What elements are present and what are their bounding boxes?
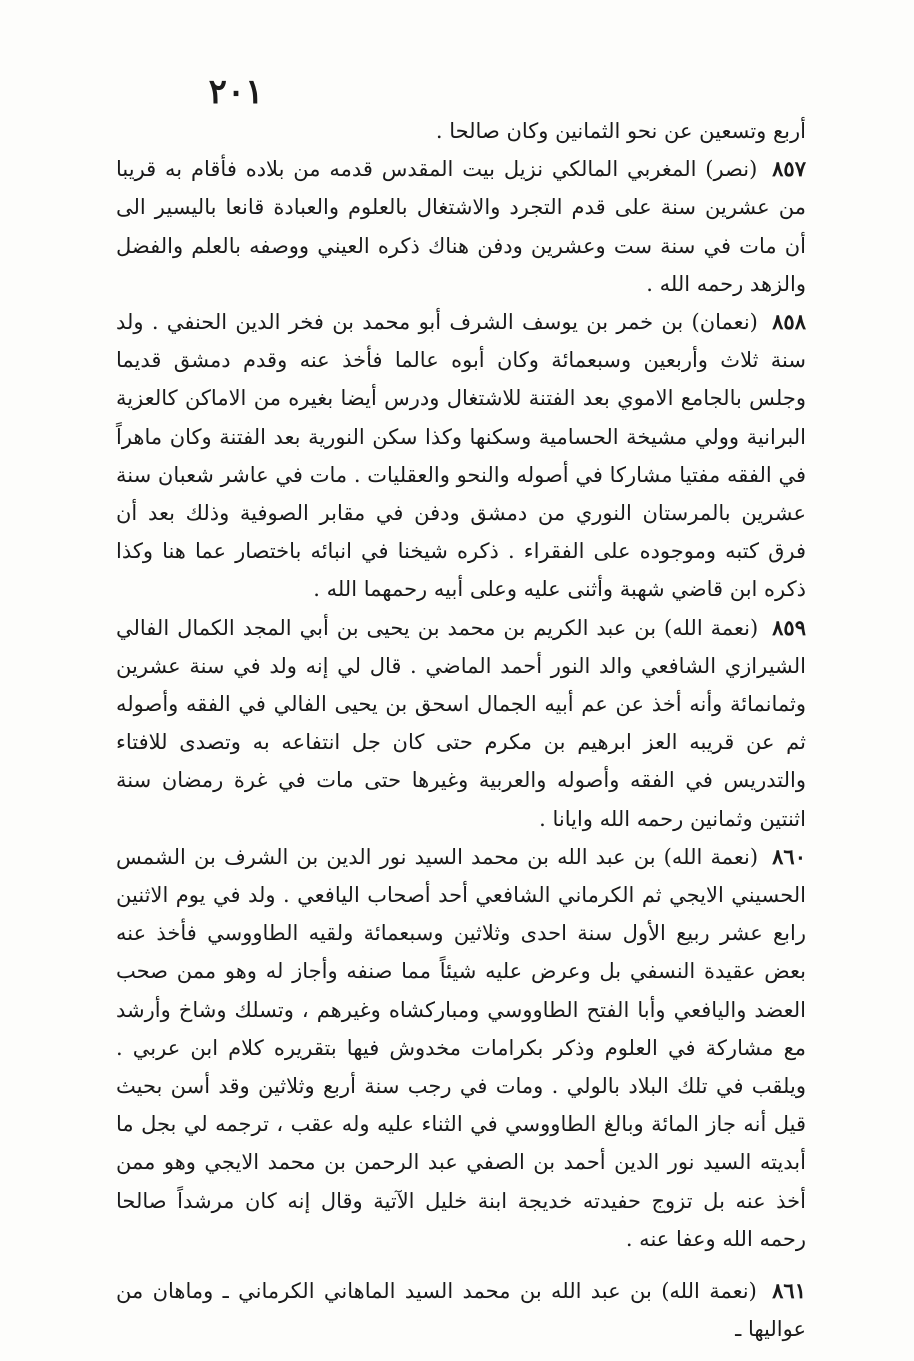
- page-number: ٢٠١: [208, 72, 264, 112]
- paragraph-text: أربع وتسعين عن نحو الثمانين وكان صالحا .: [435, 119, 806, 143]
- paragraph-continuation: [116, 112, 806, 150]
- entry-860: [116, 838, 806, 1258]
- entry-861: [116, 1272, 806, 1348]
- page-body: [116, 112, 806, 1349]
- entry-857: [116, 150, 806, 303]
- entry-859: [116, 609, 806, 838]
- entry-number: ٨٦٠: [772, 843, 806, 869]
- entry-858: [116, 303, 806, 609]
- entry-text: (نصر) المغربي المالكي نزيل بيت المقدس قدمه من بلاده فأقام به قريبا من عشرين سنة على قدم التجرد والاشتغال بالعلوم والعبادة قانعا باليسير الى أن مات في سنة ست وعشرين ودفن هناك ذكره العيني ووصفه بالعلم والفضل والزهد رحمه الله .: [116, 157, 806, 296]
- entry-text: (نعمة الله) بن عبد الله بن محمد السيد الماهاني الكرماني ـ وماهان من عواليها ـ: [116, 1279, 806, 1342]
- entry-number: ٨٦١: [772, 1278, 806, 1304]
- entry-text: (نعمة الله) بن عبد الكريم بن محمد بن يحيى بن أبي المجد الكمال الفالي الشيرازي الشافعي والد النور أحمد الماضي . قال لي إنه ولد في سنة عشرين وثمانمائة وأنه أخذ عن عم أبيه الجمال اسحق بن يحيى الفالي في الفقه وأصوله ثم عن قريبه العز ابرهيم بن مكرم حتى كان جل انتفاعه به وتصدى للافتاء والتدريس في الفقه وأصوله والعربية وغيرها حتى مات في غرة رمضان سنة اثنتين وثمانين رحمه الله وايانا .: [116, 615, 806, 831]
- entry-text: (نعمان) بن خمر بن يوسف الشرف أبو محمد بن فخر الدين الحنفي . ولد سنة ثلاث وأربعين وسبعمائة وكان أبوه عالما فأخذ عنه وقدم دمشق قديما وجلس بالجامع الاموي بعد الفتنة للاشتغال ودرس أيضا بغيره من الاماكن كالعزية البرانية وولي مشيخة الحسامية وسكنها وكذا سكن النورية بعد الفتنة وكان ماهراً في الفقه مفتيا مشاركا في أصوله والنحو والعقليات . مات في عاشر شعبان سنة عشرين بالمرستان النوري من دمشق ودفن في مقابر الصوفية وذلك بعد أن فرق كتبه وموجوده على الفقراء . ذكره شيخنا في انبائه باختصار عما هنا وكذا ذكره ابن قاضي شهبة وأثنى عليه وعلى أبيه رحمهما الله .: [116, 310, 806, 602]
- entry-number: ٨٥٩: [772, 614, 806, 640]
- entry-number: ٨٥٧: [772, 156, 806, 182]
- entry-number: ٨٥٨: [772, 309, 806, 335]
- entry-text: (نعمة الله) بن عبد الله بن محمد السيد نور الدين بن الشرف بن الشمس الحسيني الايجي ثم الكرماني الشافعي أحد أصحاب اليافعي . ولد في يوم الاثنين رابع عشر ربيع الأول سنة احدى وثلاثين وسبعمائة ولقيه الطاووسي فأخذ عنه بعض عقيدة النسفي بل وعرض عليه شيئاً مما صنفه وأجاز له وهو ممن صحب العضد واليافعي وأبا الفتح الطاووسي ومباركشاه وغيرهم ، وتسلك وشاخ وأرشد مع مشاركة في العلوم وذكر بكرامات مخدوش فيها بتقريره كلام ابن عربي . ويلقب في تلك البلاد بالولي . ومات في رجب سنة أربع وثلاثين وقد أسن بحيث قيل أنه جاز المائة وبالغ الطاووسي في الثناء عليه وله عقب ، ترجمه لي بجل ما أبديته السيد نور الدين أحمد بن الصفي عبد الرحمن بن محمد الايجي وهو ممن أخذ عنه بل تزوج حفيدته خديجة ابنة خليل الآتية وقال إنه كان مرشداً صالحا رحمه الله وعفا عنه .: [116, 844, 807, 1251]
